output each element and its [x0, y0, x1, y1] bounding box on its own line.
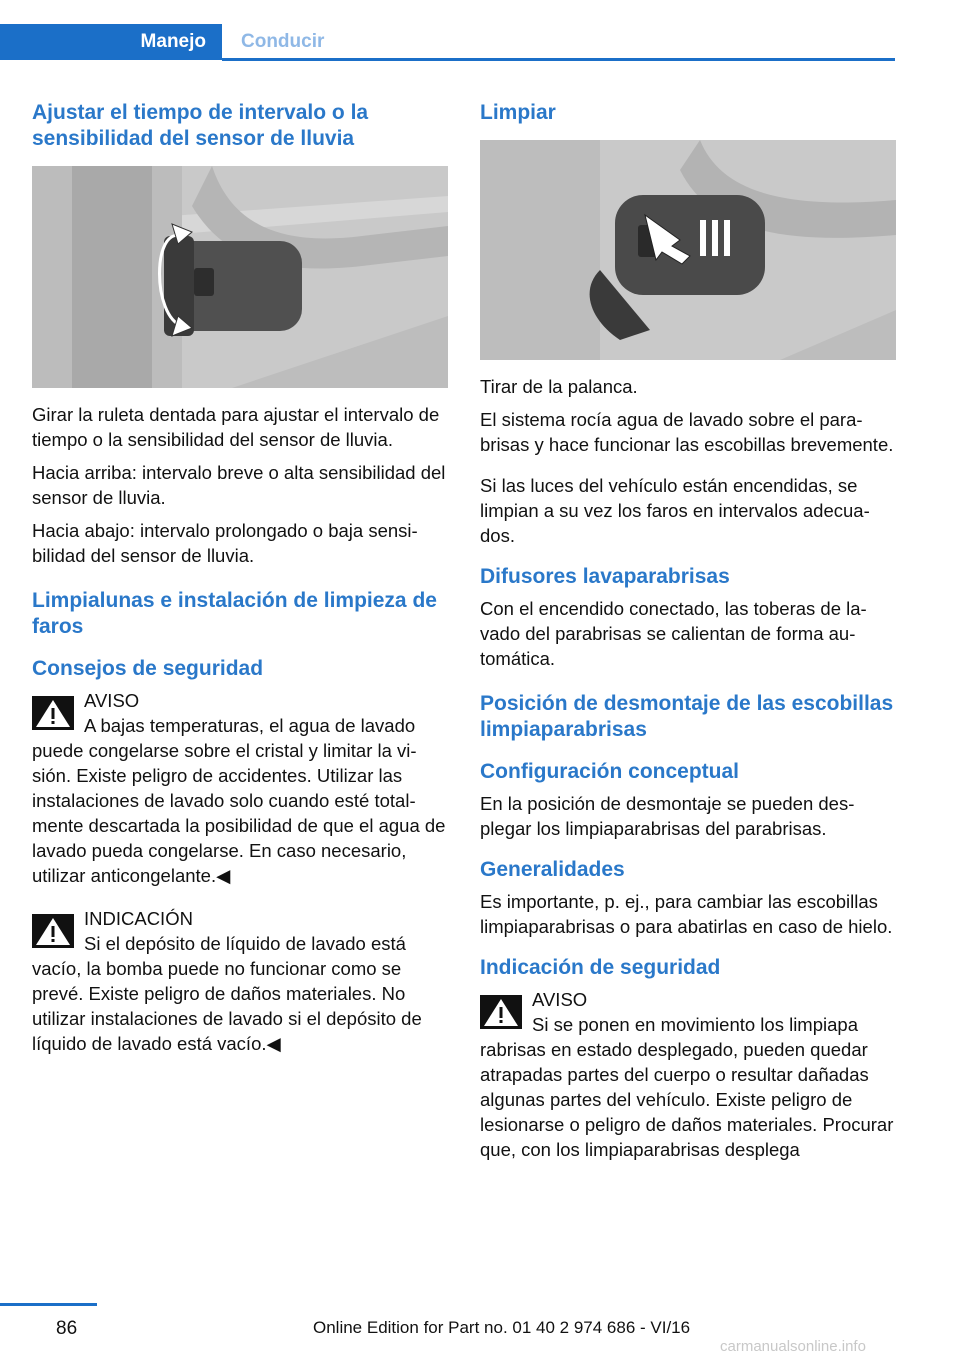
paragraph-sistema-rocia: El sistema rocía agua de lavado sobre el parabrisas y hace funcionar las escobillas brevemente.: [480, 409, 894, 455]
heading-indicacion-seguridad: Indicación de seguridad: [480, 956, 721, 979]
heading-difusores: Difusores lavaparabrisas: [480, 565, 730, 588]
figure-wiper-lever-pull: [480, 140, 896, 360]
paragraph-desplegar: En la posición de desmontaje se pueden desplegar los limpiaparabrisas del parabrisas.: [480, 793, 855, 839]
footer-divider: [0, 1303, 97, 1306]
notice-text: vacío, la bomba puede no funcionar como se prevé. Existe peligro de daños materiales. No utilizar instalaciones de lavado si el depósito de líquido de lavado está vacío.◀: [32, 958, 422, 1054]
paragraph-hacia-arriba: Hacia arriba: intervalo breve o alta sensibilidad del sensor de lluvia.: [32, 462, 446, 508]
watermark-text: carmanualsonline.info: [720, 1338, 866, 1355]
warning-notice-aviso: [32, 688, 448, 888]
paragraph-importante: Es importante, p. ej., para cambiar las escobillas limpiaparabrisas o para abatirlas en caso de hielo.: [480, 891, 893, 937]
header-divider: [222, 58, 895, 61]
heading-ajustar-intervalo: Ajustar el tiempo de intervalo o la sensibilidad del sensor de lluvia: [32, 101, 369, 150]
heading-consejos-seguridad: Consejos de seguridad: [32, 657, 264, 680]
heading-limpialunas: Limpialunas e instalación de limpieza de faros: [32, 589, 437, 638]
paragraph-girar-ruleta: Girar la ruleta dentada para ajustar el intervalo de tiempo o la sensibilidad del sensor de lluvia.: [32, 404, 440, 450]
heading-limpiar: Limpiar: [480, 101, 556, 124]
heading-posicion-desmontaje: Posición de desmontaje de las escobillas limpiaparabrisas: [480, 692, 894, 741]
paragraph-luces-encendidas: Si las luces del vehículo están encendidas, se limpian a su vez los faros en intervalos adecuados.: [480, 475, 870, 546]
warning-triangle-icon: [32, 914, 74, 948]
notice-title: AVISO: [532, 989, 588, 1010]
notice-title: INDICACIÓN: [84, 908, 193, 929]
notice-first-line: A bajas temperaturas, el agua de lavado: [84, 715, 416, 736]
notice-text: rabrisas en estado desplegado, pueden quedar atrapadas partes del cuerpo o resultar dañadas algunas partes del vehículo. Existe peligro de lesionarse o peligro de daños materiales. Procurar que, con los limpiaparabrisas desplega: [480, 1039, 894, 1160]
heading-generalidades: Generalidades: [480, 858, 625, 881]
chapter-header: [0, 0, 895, 62]
paragraph-toberas: Con el encendido conectado, las toberas de lavado del parabrisas se calientan de forma automática.: [480, 598, 867, 669]
paragraph-tirar-palanca: Tirar de la palanca.: [480, 376, 638, 397]
wiper-lever-illustration: [480, 140, 896, 360]
paragraph-hacia-abajo: Hacia abajo: intervalo prolongado o baja sensibilidad del sensor de lluvia.: [32, 520, 418, 566]
tab-manejo[interactable]: Manejo: [0, 24, 222, 60]
warning-triangle-icon: [480, 995, 522, 1029]
notice-first-line: Si se ponen en movimiento los limpiapa: [532, 1014, 858, 1035]
edition-note: Online Edition for Part no. 01 40 2 974 686 - VI/16: [313, 1318, 691, 1337]
warning-triangle-icon: [32, 696, 74, 730]
right-column: [480, 100, 896, 1170]
heading-configuracion: Configuración conceptual: [480, 760, 740, 783]
tab-conducir[interactable]: Conducir: [241, 31, 325, 52]
notice-first-line: Si el depósito de líquido de lavado está: [84, 933, 406, 954]
page-number: 86: [56, 1318, 78, 1339]
notice-text: puede congelarse sobre el cristal y limitar la visión. Existe peligro de accidentes. Utilizar las instalaciones de lavado solo cuando esté totalmente descartada la posibilidad de que el agua de lavado pueda congelarse. En caso necesario, utilizar anticongelante.◀: [32, 740, 446, 886]
left-column: [32, 100, 448, 1064]
warning-notice-aviso: [480, 987, 896, 1162]
warning-notice-indicacion: [32, 906, 448, 1056]
wiper-dial-illustration: [32, 166, 448, 388]
notice-title: AVISO: [84, 690, 140, 711]
figure-wiper-dial: [32, 166, 448, 388]
